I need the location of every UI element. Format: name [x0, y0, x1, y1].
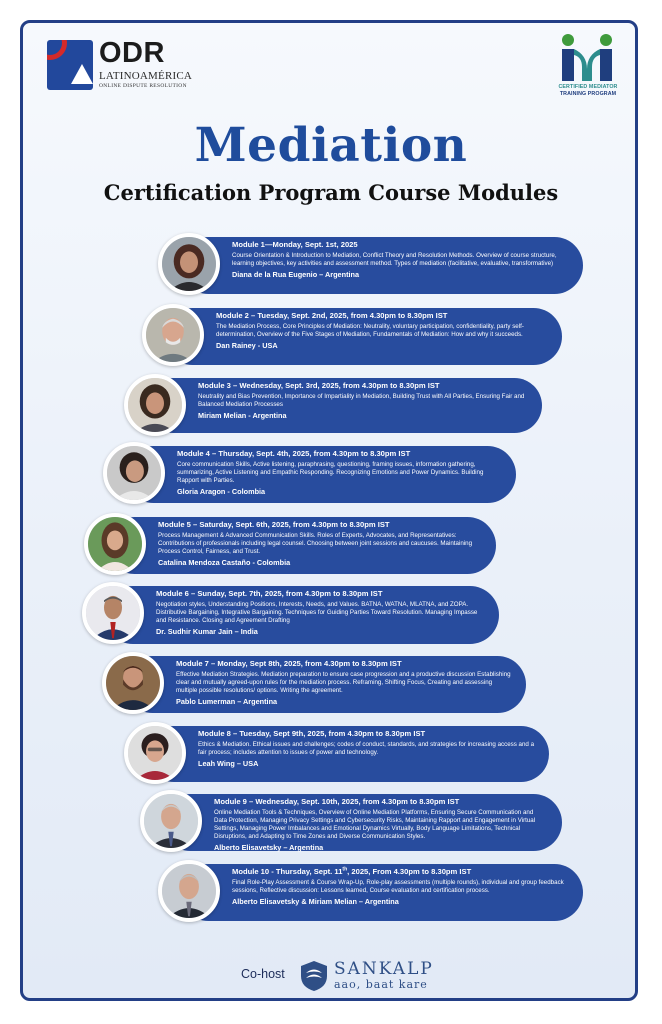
- module-speaker: Gloria Aragon - Colombia: [177, 487, 266, 496]
- module-heading: Module 6 – Sunday, Sept. 7th, 2025, from 4.30pm to 8.30pm IST: [156, 589, 383, 598]
- module-description: Final Role-Play Assessment & Course Wrap-Up, Role-play assessments (multiple rounds), individual and group feedback sessions, Reflective discussion: Lessons learned, Course evaluation and certification process.: [232, 879, 564, 894]
- odr-logo-tagline: ONLINE DISPUTE RESOLUTION: [99, 83, 187, 89]
- module-speaker: Dr. Sudhir Kumar Jain – India: [156, 627, 258, 636]
- module-heading: Module 4 – Thursday, Sept. 4th, 2025, from 4.30pm to 8.30pm IST: [177, 449, 411, 458]
- module-card-8: [124, 726, 549, 782]
- module-speaker: Miriam Melian - Argentina: [198, 411, 287, 420]
- sankalp-logo: [300, 958, 440, 994]
- odr-logo-title: ODR: [99, 37, 165, 69]
- module-speaker: Dan Rainey - USA: [216, 341, 278, 350]
- module-description: Core communication Skills, Active listening, paraphrasing, questioning, framing issues, information gathering, summarizing, Active Listening and Empathic Responding. Recognizing Emotions and Power Dynamics. Building Rapport with Parties.: [177, 461, 484, 484]
- odr-latinoamerica-logo: [47, 37, 193, 92]
- module-card-5: [84, 517, 496, 574]
- module-heading: Module 5 – Saturday, Sept. 6th, 2025, from 4.30pm to 8.30pm IST: [158, 520, 390, 529]
- module-card-9: [140, 794, 562, 851]
- module-description: Process Management & Advanced Communication Skills. Roles of Experts, Advocates, and Representatives: Contributions of professionals including legal counsel. Choosing between joint sessions and caucuses. Maintaining Process Control, Fairness, and Trust.: [158, 532, 473, 555]
- cohost-label: Co-host: [241, 967, 285, 981]
- cmtp-logo-line2: TRAINING PROGRAM: [559, 91, 617, 97]
- speaker-photo: [158, 233, 220, 295]
- shield-icon: [300, 960, 328, 992]
- speaker-photo: [158, 860, 220, 922]
- module-card-7: [102, 656, 526, 713]
- module-card-10: [158, 864, 583, 921]
- mediator-people-icon: [556, 33, 618, 83]
- sankalp-tagline: aao, baat kare: [334, 978, 428, 991]
- module-heading: Module 10 - Thursday, Sept. 11th, 2025, From 4.30pm to 8.30pm IST: [232, 866, 472, 876]
- speaker-photo: [142, 304, 204, 366]
- speaker-photo: [103, 442, 165, 504]
- module-description: Course Orientation & Introduction to Mediation, Conflict Theory and Resolution Methods. Overview of course structure, learning objectives, key activities and assessment method. Types of mediation (facilitative, evaluative, transformative): [232, 252, 557, 267]
- speaker-photo: [124, 722, 186, 784]
- module-speaker: Leah Wing – USA: [198, 759, 259, 768]
- module-speaker: Diana de la Rua Eugenio – Argentina: [232, 270, 360, 279]
- speaker-photo: [84, 513, 146, 575]
- speaker-photo: [124, 374, 186, 436]
- module-speaker: Alberto Elisavetsky – Argentina: [214, 843, 324, 852]
- speaker-photo: [140, 790, 202, 852]
- module-description: Effective Mediation Strategies. Mediation preparation to ensure case progression and a productive discussion Establishing clear and mutually agreed-upon rules for the mediation process. Reframing, Shifting Focus, Creating and assessing multiple possible resolutions/ options. Writing the agreement.: [176, 671, 511, 694]
- speaker-photo: [82, 582, 144, 644]
- module-speaker: Pablo Lumerman – Argentina: [176, 697, 278, 706]
- module-description: Online Mediation Tools & Techniques, Overview of Online Mediation Platforms, Ensuring Secure Communication and Data Protection, Managing Privacy Settings and Cybersecurity Risks, Maintaining Rapport and Engagement in Virtual Settings, Managing Power Imbalances and Emotional Dynamics Virtually, Body Language Limitations, Technical Disruptions, and Adapting to Time Zones and Diverse Communication Styles.: [214, 809, 536, 840]
- module-card-2: [142, 308, 562, 365]
- module-card-1: [158, 237, 583, 294]
- cmtp-logo-line1: CERTIFIED MEDIATOR: [558, 84, 618, 90]
- module-heading: Module 7 – Monday, Sept 8th, 2025, from 4.30pm to 8.30pm IST: [176, 659, 402, 668]
- module-card-3: [124, 378, 542, 433]
- module-heading: Module 1—Monday, Sept. 1st, 2025: [232, 240, 358, 249]
- module-card-6: [82, 586, 499, 644]
- module-speaker: Alberto Elisavetsky & Miriam Melian – Argentina: [232, 897, 399, 906]
- speaker-photo: [102, 652, 164, 714]
- module-heading: Module 2 – Tuesday, Sept. 2nd, 2025, from 4.30pm to 8.30pm IST: [216, 311, 448, 320]
- certified-mediator-logo: [552, 33, 624, 103]
- module-heading: Module 9 – Wednesday, Sept. 10th, 2025, from 4.30pm to 8.30pm IST: [214, 797, 460, 806]
- module-card-4: [103, 446, 516, 503]
- page-subtitle: Certification Program Course Modules: [103, 180, 559, 205]
- sankalp-name: SANKALP: [334, 959, 434, 979]
- module-speaker: Catalina Mendoza Castaño - Colombia: [158, 558, 291, 567]
- module-description: Neutrality and Bias Prevention, Importance of Impartiality in Mediation, Building Trust with All Parties, Ensuring Fair and Balanced Mediation Processes: [198, 393, 525, 408]
- module-heading: Module 8 – Tuesday, Sept 9th, 2025, from 4.30pm to 8.30pm IST: [198, 729, 426, 738]
- page-title: Mediation: [194, 118, 468, 173]
- odr-logo-subtitle: LATINOAMÉRICA: [99, 70, 193, 82]
- module-description: Ethics & Mediation. Ethical issues and challenges; codes of conduct, standards, and strategies for increasing access and a fair process; includes attention to issues of power and technology.: [198, 741, 535, 756]
- odr-mark-icon: [47, 40, 93, 90]
- module-heading: Module 3 – Wednesday, Sept. 3rd, 2025, from 4.30pm to 8.30pm IST: [198, 381, 440, 390]
- module-description: The Mediation Process, Core Principles of Mediation: Neutrality, voluntary participation, confidentiality, party self-determination, Overview of the Five Stages of Mediation, Fundamentals of Mediation: How and why it succeeds.: [216, 323, 524, 338]
- module-description: Negotiation styles, Understanding Positions, Interests, Needs, and Values. BATNA, WATNA, MLATNA, and ZOPA. Distributive Bargaining, Integrative Bargaining. Techniques for Guiding Parties Toward Resolution. Managing Impasse and Resistance. Closing and Agreement Drafting: [156, 601, 478, 624]
